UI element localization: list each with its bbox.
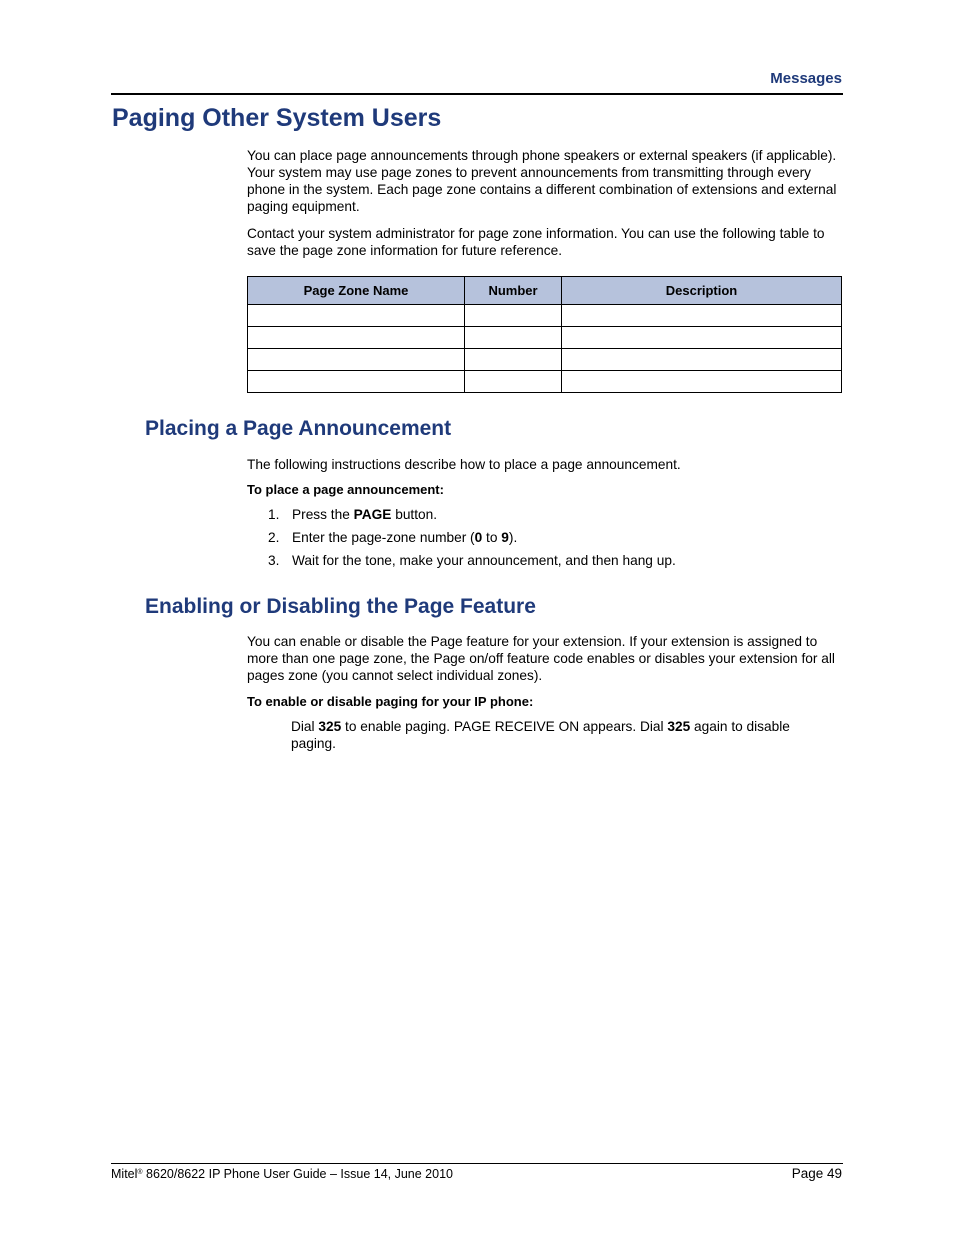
feature-code: 325 [318,719,342,734]
step-number: 2. [268,530,280,545]
instruction-text: Dial [291,719,319,734]
procedure-title-placing: To place a page announcement: [247,482,444,497]
column-header-number: Number [465,277,562,305]
table-cell [562,327,842,349]
registered-mark: ® [137,1169,143,1176]
table-row [248,327,842,349]
table-row [248,305,842,327]
step-item [268,552,676,575]
table-row [248,371,842,393]
enabling-paragraph: You can enable or disable the Page feature for your extension. If your extension is assigned to more than one page zone, the Page on/off feature code enables or disables your extension for all pages zone (you cannot select individual zones). [247,634,835,683]
table-cell [562,371,842,393]
section-heading-enabling: Enabling or Disabling the Page Feature [145,595,536,618]
table-cell [465,349,562,371]
table-cell [562,305,842,327]
running-header: Messages [770,70,842,87]
table-cell [465,327,562,349]
step-number: 1. [268,507,280,522]
table-cell [465,371,562,393]
page-zone-table [247,276,842,393]
reference-paragraph: Contact your system administrator for page zone information. You can use the following table to save the page zone information for future reference. [247,226,825,258]
footer-document-title [111,1167,453,1181]
intro-paragraph: You can place page announcements through phone speakers or external speakers (if applicable). Your system may use page zones to prevent announcements from transmitting through every phone in the system. Each page zone contains a different combination of extensions and external paging equipment. [247,148,837,214]
table-cell [248,327,465,349]
key-label: 9 [501,530,509,545]
section-heading-placing: Placing a Page Announcement [145,417,452,440]
step-text: ). [508,530,518,545]
key-label: 0 [474,530,483,545]
step-text: Wait for the tone, make your announcement, and then hang up. [292,553,676,568]
brand-name: Mitel [111,1167,138,1181]
step-item [268,529,676,552]
instruction-text: to enable paging. PAGE RECEIVE ON appears. Dial [341,719,668,734]
procedure-title-enabling: To enable or disable paging for your IP phone: [247,694,534,709]
header-rule [111,93,843,95]
table-cell [465,305,562,327]
column-header-description: Description [562,277,842,305]
step-number: 3. [268,553,280,568]
instruction-text: again to disable paging. [291,719,790,751]
page-title: Paging Other System Users [112,104,442,132]
steps-list [268,506,676,575]
step-item [268,506,676,529]
footer-rule [111,1163,843,1164]
table-cell [248,349,465,371]
table-cell [562,349,842,371]
table-cell [248,371,465,393]
placing-intro: The following instructions describe how to place a page announcement. [247,457,681,472]
document-info: 8620/8622 IP Phone User Guide – Issue 14, June 2010 [142,1167,453,1181]
step-text: to [482,530,502,545]
column-header-page-zone-name: Page Zone Name [248,277,465,305]
table-row [248,349,842,371]
step-text: Enter the page-zone number ( [292,530,475,545]
step-text: button. [391,507,438,522]
table-cell [248,305,465,327]
feature-code: 325 [667,719,691,734]
enabling-instruction [291,718,831,752]
page-number: Page 49 [791,1166,842,1181]
table-header-row [248,277,842,305]
key-label: PAGE [353,507,392,522]
step-text: Press the [292,507,354,522]
